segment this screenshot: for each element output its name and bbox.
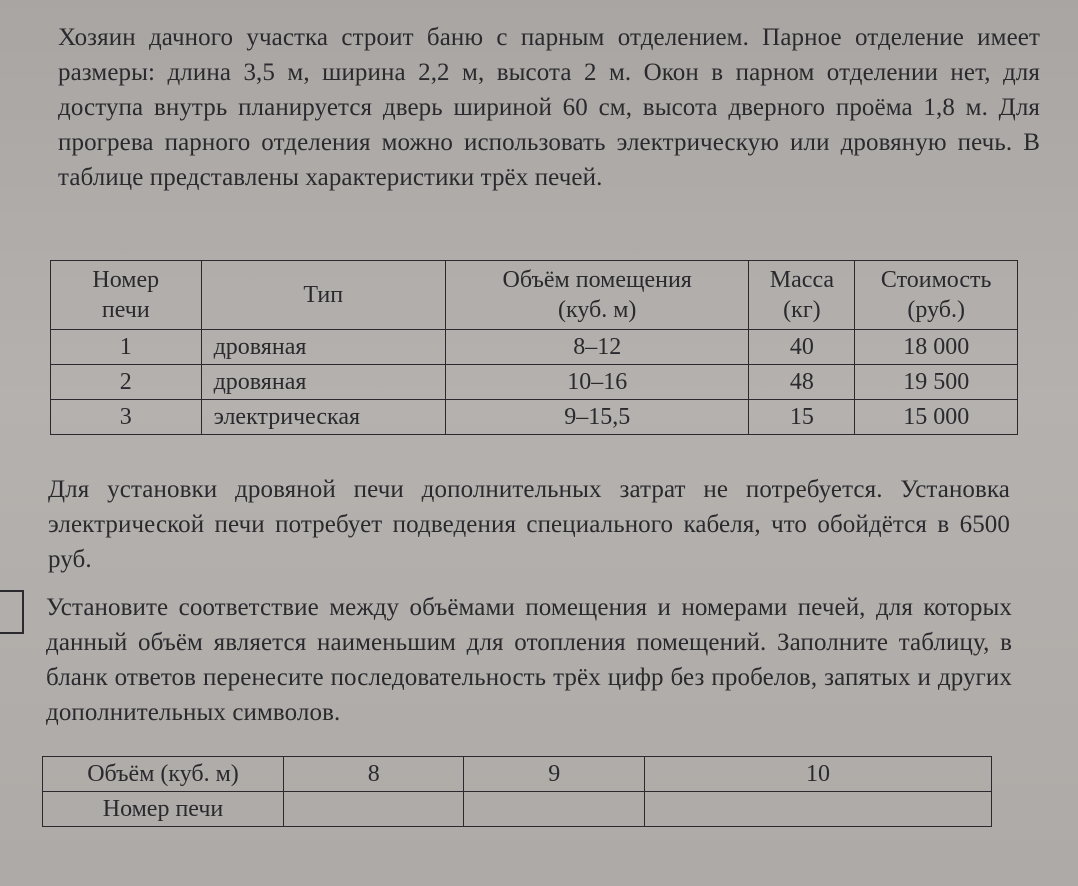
stove-characteristics-table [50,260,1018,435]
cell-room-volume: 9–15,5 [445,400,749,435]
cell-mass: 48 [749,365,855,400]
table-row [51,365,1018,400]
installation-cost-paragraph: Для установки дровяной печи дополнительных затрат не потребуется. Установка электрической печи потребует подведения специального кабеля, что обойдётся в 6500 руб. [48,476,1010,573]
answer-number-box [0,590,24,634]
answer-volume-value: 10 [644,757,991,792]
header-stove-number-line1: Номер [92,267,160,293]
header-cost-line2: (руб.) [907,297,965,323]
header-cost [855,261,1018,330]
header-mass [749,261,855,330]
cell-cost: 19 500 [855,365,1018,400]
problem-intro-paragraph: Хозяин дачного участка строит баню с парным отделением. Парное отделение имеет размеры: длина 3,5 м, ширина 2,2 м, высота 2 м. Окон в парном отделении нет, для доступа внутрь планируется дверь шириной 60 см, высота дверного проёма 1,8 м. Для прогрева парного отделения можно использовать электрическую или дровяную печь. В таблице представлены характеристики трёх печей. [58,24,1040,191]
cell-stove-number: 3 [51,400,202,435]
cell-mass: 40 [749,330,855,365]
table-header-row [51,261,1018,330]
header-stove-number-line2: печи [101,297,150,323]
answer-stove-cell[interactable] [644,792,991,827]
answer-stove-label: Номер печи [43,792,284,827]
cell-room-volume: 10–16 [445,365,749,400]
cell-stove-type: электрическая [201,400,445,435]
answer-volume-label: Объём (куб. м) [43,757,284,792]
answer-volume-value: 9 [464,757,644,792]
cell-stove-number: 1 [51,330,202,365]
header-room-volume-line2: (куб. м) [558,297,637,323]
cell-mass: 15 [749,400,855,435]
cell-stove-type: дровяная [201,365,445,400]
header-cost-line1: Стоимость [880,267,992,293]
cell-stove-number: 2 [51,365,202,400]
table-row [51,330,1018,365]
answer-stove-row [43,792,992,827]
header-type: Тип [201,261,445,330]
task-instructions-paragraph: Установите соответствие между объёмами помещения и номерами печей, для которых данный объём является наименьшим для отопления помещений. Заполните таблицу, в бланк ответов перенесите последовательность трёх цифр без пробелов, запятых и других дополнительных символов. [46,594,1012,726]
header-room-volume-line1: Объём помещения [502,267,692,293]
table-row [51,400,1018,435]
answer-stove-cell[interactable] [284,792,464,827]
header-mass-line2: (кг) [783,297,821,323]
answer-volume-row [43,757,992,792]
answer-volume-value: 8 [284,757,464,792]
cell-stove-type: дровяная [201,330,445,365]
answer-stove-cell[interactable] [464,792,644,827]
cell-cost: 15 000 [855,400,1018,435]
cell-room-volume: 8–12 [445,330,749,365]
answer-table [42,756,992,827]
header-room-volume [445,261,749,330]
header-mass-line1: Масса [769,267,835,293]
header-stove-number [51,261,202,330]
cell-cost: 18 000 [855,330,1018,365]
